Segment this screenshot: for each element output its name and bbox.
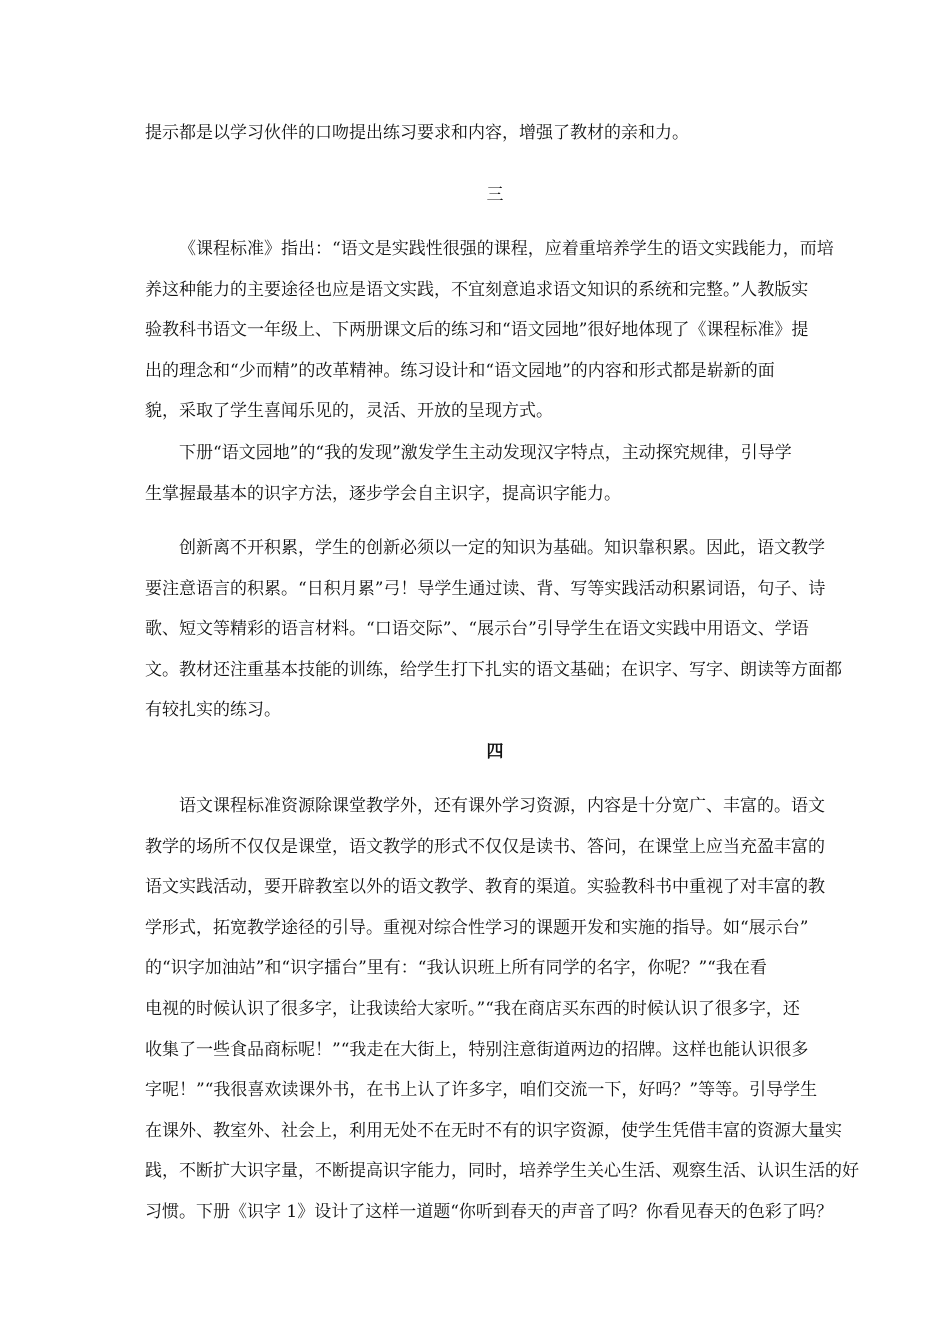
text-line: 在课外、教室外、社会上，利用无处不在无时不有的识字资源，使学生凭借丰富的资源大量实	[145, 1120, 842, 1141]
text-line: 下册“语文园地”的“我的发现”激发学生主动发现汉字特点，主动探究规律，引导学	[179, 443, 792, 463]
text-line: 文。教材还注重基本技能的训练，给学生打下扎实的语文基础；在识字、写字、朗读等方面都	[145, 659, 842, 680]
text-line: 提示都是以学习伙伴的口吻提出练习要求和内容，增强了教材的亲和力。	[145, 123, 689, 143]
text-line: 验教科书语文一年级上、下两册课文后的练习和“语文园地”很好地体现了《课程标准》提	[145, 320, 809, 341]
text-line: 《课程标准》指出：“语文是实践性很强的课程，应着重培养学生的语文实践能力，而培	[179, 239, 834, 259]
text-line: 歌、短文等精彩的语言材料。“口语交际”、“展示台”引导学生在语文实践中用语文、学语	[145, 619, 809, 640]
text-line: 的“识字加油站”和“识字擂台”里有：“我认识班上所有同学的名字，你呢？”“我在看	[145, 958, 767, 979]
text-line: 有较扎实的练习。	[145, 700, 281, 721]
paragraph-continuation	[145, 120, 689, 161]
text-line: 教学的场所不仅仅是课堂，语文教学的形式不仅仅是读书、答问，在课堂上应当充盈丰富的	[145, 836, 825, 857]
paragraph-2	[145, 440, 792, 521]
text-line: 学形式，拓宽教学途径的引导。重视对综合性学习的课题开发和实施的指导。如“展示台”	[145, 917, 809, 938]
section-heading-4: 四	[486, 742, 504, 762]
text-line: 习惯。下册《识字 1》设计了这样一道题“你听到春天的声音了吗？你看见春天的色彩了吗？	[145, 1201, 833, 1222]
text-line: 践，不断扩大识字量，不断提高识字能力，同时，培养学生关心生活、观察生活、认识生活的好	[145, 1161, 859, 1182]
section-heading-3: 三	[486, 185, 504, 205]
paragraph-4	[145, 793, 859, 1240]
text-line: 貌，采取了学生喜闻乐见的，灵活、开放的呈现方式。	[145, 401, 553, 422]
text-line: 要注意语言的积累。“日积月累”弓！导学生通过读、背、写等实践活动积累词语，句子、诗	[145, 578, 826, 599]
text-line: 生掌握最基本的识字方法，逐步学会自主识字，提高识字能力。	[145, 483, 621, 504]
text-line: 出的理念和“少而精”的改革精神。练习设计和“语文园地”的内容和形式都是崭新的面	[145, 360, 775, 381]
text-line: 电视的时候认识了很多字，让我读给大家听。”“我在商店买东西的时候认识了很多字，还	[145, 998, 800, 1019]
text-line: 字呢！”“我很喜欢读课外书，在书上认了许多字，咱们交流一下，好吗？”等等。引导学生	[145, 1080, 818, 1101]
text-line: 收集了一些食品商标呢！”“我走在大街上，特别注意街道两边的招牌。这样也能认识很多	[145, 1039, 809, 1060]
text-line: 语文实践活动，要开辟教室以外的语文教学、教育的渠道。实验教科书中重视了对丰富的教	[145, 877, 825, 898]
text-line: 养这种能力的主要途径也应是语文实践，不宜刻意追求语文知识的系统和完整。”人教版实	[145, 279, 809, 300]
text-line: 语文课程标准资源除课堂教学外，还有课外学习资源，内容是十分宽广、丰富的。语文	[179, 796, 825, 816]
paragraph-1	[145, 236, 834, 439]
text-line: 创新离不开积累，学生的创新必须以一定的知识为基础。知识靠积累。因此，语文教学	[179, 538, 825, 558]
paragraph-3	[145, 535, 842, 738]
